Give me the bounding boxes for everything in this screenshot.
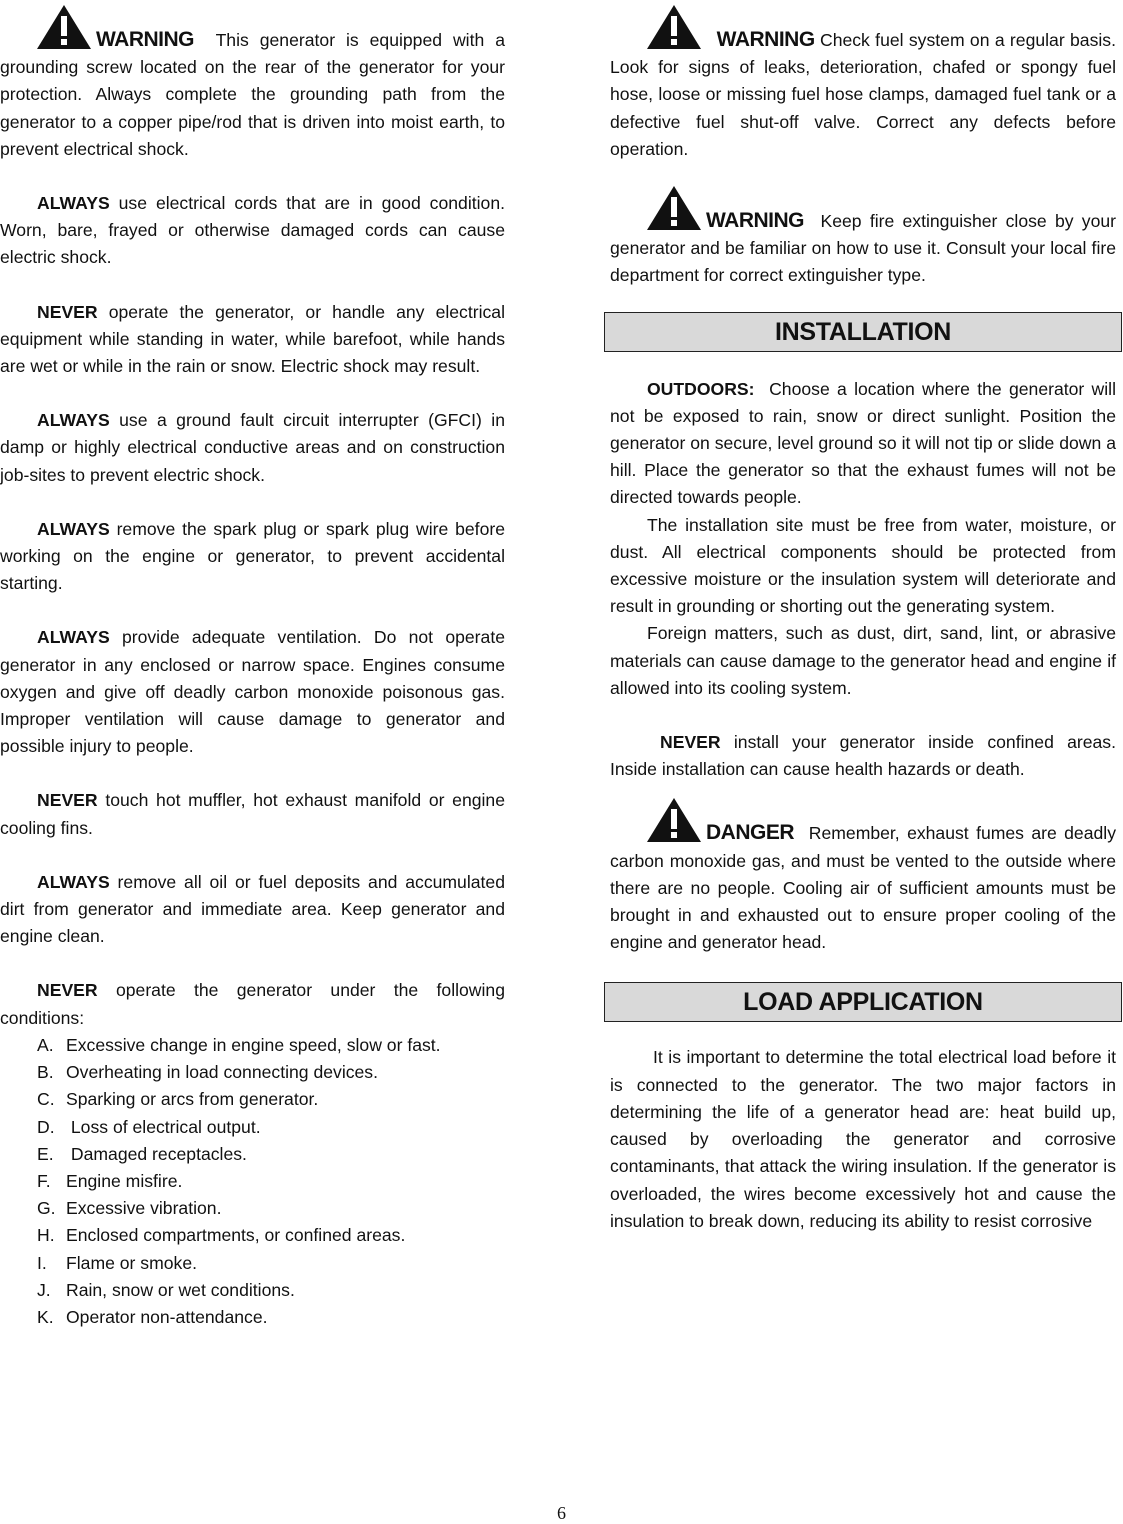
right-column — [610, 26, 1116, 1235]
keyword: OUTDOORS: — [647, 378, 755, 399]
paragraph-ventilation — [0, 624, 505, 760]
paragraph-text: remove the spark plug or spark plug wire before working on the engine or generator, to prevent accidental starting. — [0, 518, 505, 594]
paragraph-site: The installation site must be free from water, moisture, or dust. All electrical components should be protected from excessive moisture or the insulation system will deteriorate and result in grounding or shorting out the generating system. — [610, 514, 1116, 617]
condition-letter: J. — [37, 1279, 51, 1300]
condition-letter: F. — [37, 1170, 51, 1191]
warning-triangle-icon — [646, 4, 702, 50]
condition-text: Damaged receptacles. — [66, 1143, 247, 1164]
condition-letter: E. — [37, 1143, 54, 1164]
condition-letter: D. — [37, 1116, 55, 1137]
condition-letter: A. — [37, 1034, 54, 1055]
paragraph-text: Choose a location where the generator will not be exposed to rain, snow or direct sunlight. Position the generator on secure, level ground so it will not tip or slide down a hill. Place the generator so that the exhaust fumes will not be directed towards people. — [610, 378, 1116, 508]
warning-fuel-system — [610, 4, 1116, 163]
paragraph-load: It is important to determine the total electrical load before it is connected to the generator. The two major factors in determining the life of a generator head are: heat build up, caused by overloading the generator and corrosive contaminants, that attack the wiring insulation. If the generator is overloaded, the wires become excessively hot and cause the insulation to break down, reducing its ability to resist corrosive — [610, 1047, 1116, 1231]
condition-item — [0, 1141, 505, 1168]
paragraph-text: use electrical cords that are in good condition. Worn, bare, frayed or otherwise damaged cords can cause electric shock. — [0, 193, 505, 268]
conditions-list — [0, 1032, 505, 1331]
page-number: 6 — [557, 1503, 566, 1523]
condition-letter: C. — [37, 1089, 55, 1110]
danger-text: Remember, exhaust fumes are deadly carbon monoxide gas, and must be vented to the outside where there are no people. Cooling air of sufficient amounts must be brought in and exhausted out to ensure proper cooling of the engine and generator head. — [610, 823, 1116, 953]
paragraph-text: use a ground fault circuit interrupter (GFCI) in damp or highly electrical conductive areas and on construction job-sites to prevent electric shock. — [0, 410, 505, 485]
paragraph-muffler — [0, 787, 505, 841]
paragraph-text: remove all oil or fuel deposits and accumulated dirt from generator and immediate area. Keep generator and engine clean. — [0, 871, 505, 947]
warning-grounding — [0, 4, 505, 163]
warning-text: Check fuel system on a regular basis. Look for signs of leaks, deterioration, chafed or spongy fuel hose, loose or missing fuel hose clamps, damaged fuel tank or a defective fuel shut-off valve. Correct any defects before operation. — [610, 30, 1116, 159]
warning-heading: WARNING — [96, 28, 194, 51]
condition-text: Loss of electrical output. — [66, 1116, 261, 1137]
paragraph-outdoors — [610, 376, 1116, 512]
condition-letter: K. — [37, 1306, 54, 1327]
paragraph-spark-plug — [0, 516, 505, 598]
paragraph-water — [0, 299, 505, 381]
keyword: NEVER — [37, 980, 98, 1001]
condition-letter: H. — [37, 1225, 55, 1246]
condition-item — [0, 1277, 505, 1304]
condition-item — [0, 1059, 505, 1086]
condition-text: Flame or smoke. — [66, 1252, 198, 1273]
condition-item — [0, 1168, 505, 1195]
danger-heading: DANGER — [706, 821, 795, 845]
paragraph-cords — [0, 190, 505, 272]
keyword: ALWAYS — [37, 627, 110, 648]
paragraph-conditions — [0, 977, 505, 1031]
condition-text: Overheating in load connecting devices. — [66, 1062, 378, 1083]
paragraph-text: operate the generator under the following conditions: — [0, 980, 505, 1028]
warning-heading: WARNING — [716, 28, 815, 51]
left-column — [0, 26, 505, 1331]
condition-item — [0, 1032, 505, 1059]
condition-text: Excessive vibration. — [66, 1198, 222, 1219]
condition-text: Enclosed compartments, or confined areas. — [66, 1225, 406, 1246]
keyword: ALWAYS — [37, 871, 110, 892]
warning-triangle-icon — [646, 797, 702, 843]
condition-item — [0, 1195, 505, 1222]
warning-text: Keep fire extinguisher close by your generator and be familiar on how to use it. Consult your local fire department for correct extinguisher type. — [610, 211, 1117, 286]
paragraph-foreign: Foreign matters, such as dust, dirt, sand, lint, or abrasive materials can cause damage to the generator head and engine if allowed into its cooling system. — [610, 623, 1116, 698]
condition-letter: I. — [37, 1252, 47, 1273]
warning-heading: WARNING — [706, 209, 804, 233]
condition-item — [0, 1222, 505, 1249]
condition-item — [0, 1304, 505, 1331]
section-header-installation: INSTALLATION — [604, 312, 1122, 352]
condition-text: Engine misfire. — [66, 1170, 183, 1191]
condition-letter: G. — [37, 1198, 56, 1219]
condition-item — [0, 1114, 505, 1141]
warning-triangle-icon — [646, 185, 702, 231]
condition-text: Rain, snow or wet conditions. — [66, 1279, 295, 1300]
paragraph-gfci — [0, 407, 505, 489]
paragraph-text: touch hot muffler, hot exhaust manifold or engine cooling fins. — [0, 790, 506, 838]
condition-text: Excessive change in engine speed, slow or fast. — [66, 1034, 441, 1055]
condition-item — [0, 1250, 505, 1277]
section-header-load-application: LOAD APPLICATION — [604, 982, 1122, 1022]
paragraph-clean — [0, 869, 505, 951]
paragraph-text: provide adequate ventilation. Do not operate generator in any enclosed or narrow space. Engines consume oxygen and give off deadly carbon monoxide poisonous gas. Improper ventilation will cause damage to generator and possible injury to people. — [0, 627, 505, 757]
keyword: NEVER — [37, 301, 98, 322]
keyword: NEVER — [660, 732, 721, 753]
paragraph-text: operate the generator, or handle any electrical equipment while standing in water, while barefoot, while hands are wet or while in the rain or snow. Electric shock may result. — [0, 301, 505, 377]
warning-text: This generator is equipped with a grounding screw located on the rear of the generator for your protection. Always complete the grounding path from the generator to a copper pipe/rod that is driven into moist earth, to prevent electrical shock. — [0, 30, 505, 159]
paragraph-never-confined — [610, 729, 1116, 783]
condition-text: Sparking or arcs from generator. — [66, 1089, 319, 1110]
condition-text: Operator non-attendance. — [66, 1306, 268, 1327]
keyword: NEVER — [37, 790, 98, 811]
danger-exhaust — [610, 797, 1116, 956]
keyword: ALWAYS — [37, 518, 110, 539]
warning-triangle-icon — [36, 4, 92, 50]
condition-item — [0, 1086, 505, 1113]
paragraph-text: install your generator inside confined areas. Inside installation can cause health hazards or death. — [610, 732, 1116, 780]
condition-letter: B. — [37, 1062, 54, 1083]
keyword: ALWAYS — [37, 410, 110, 431]
warning-extinguisher — [610, 185, 1116, 290]
keyword: ALWAYS — [37, 193, 110, 214]
